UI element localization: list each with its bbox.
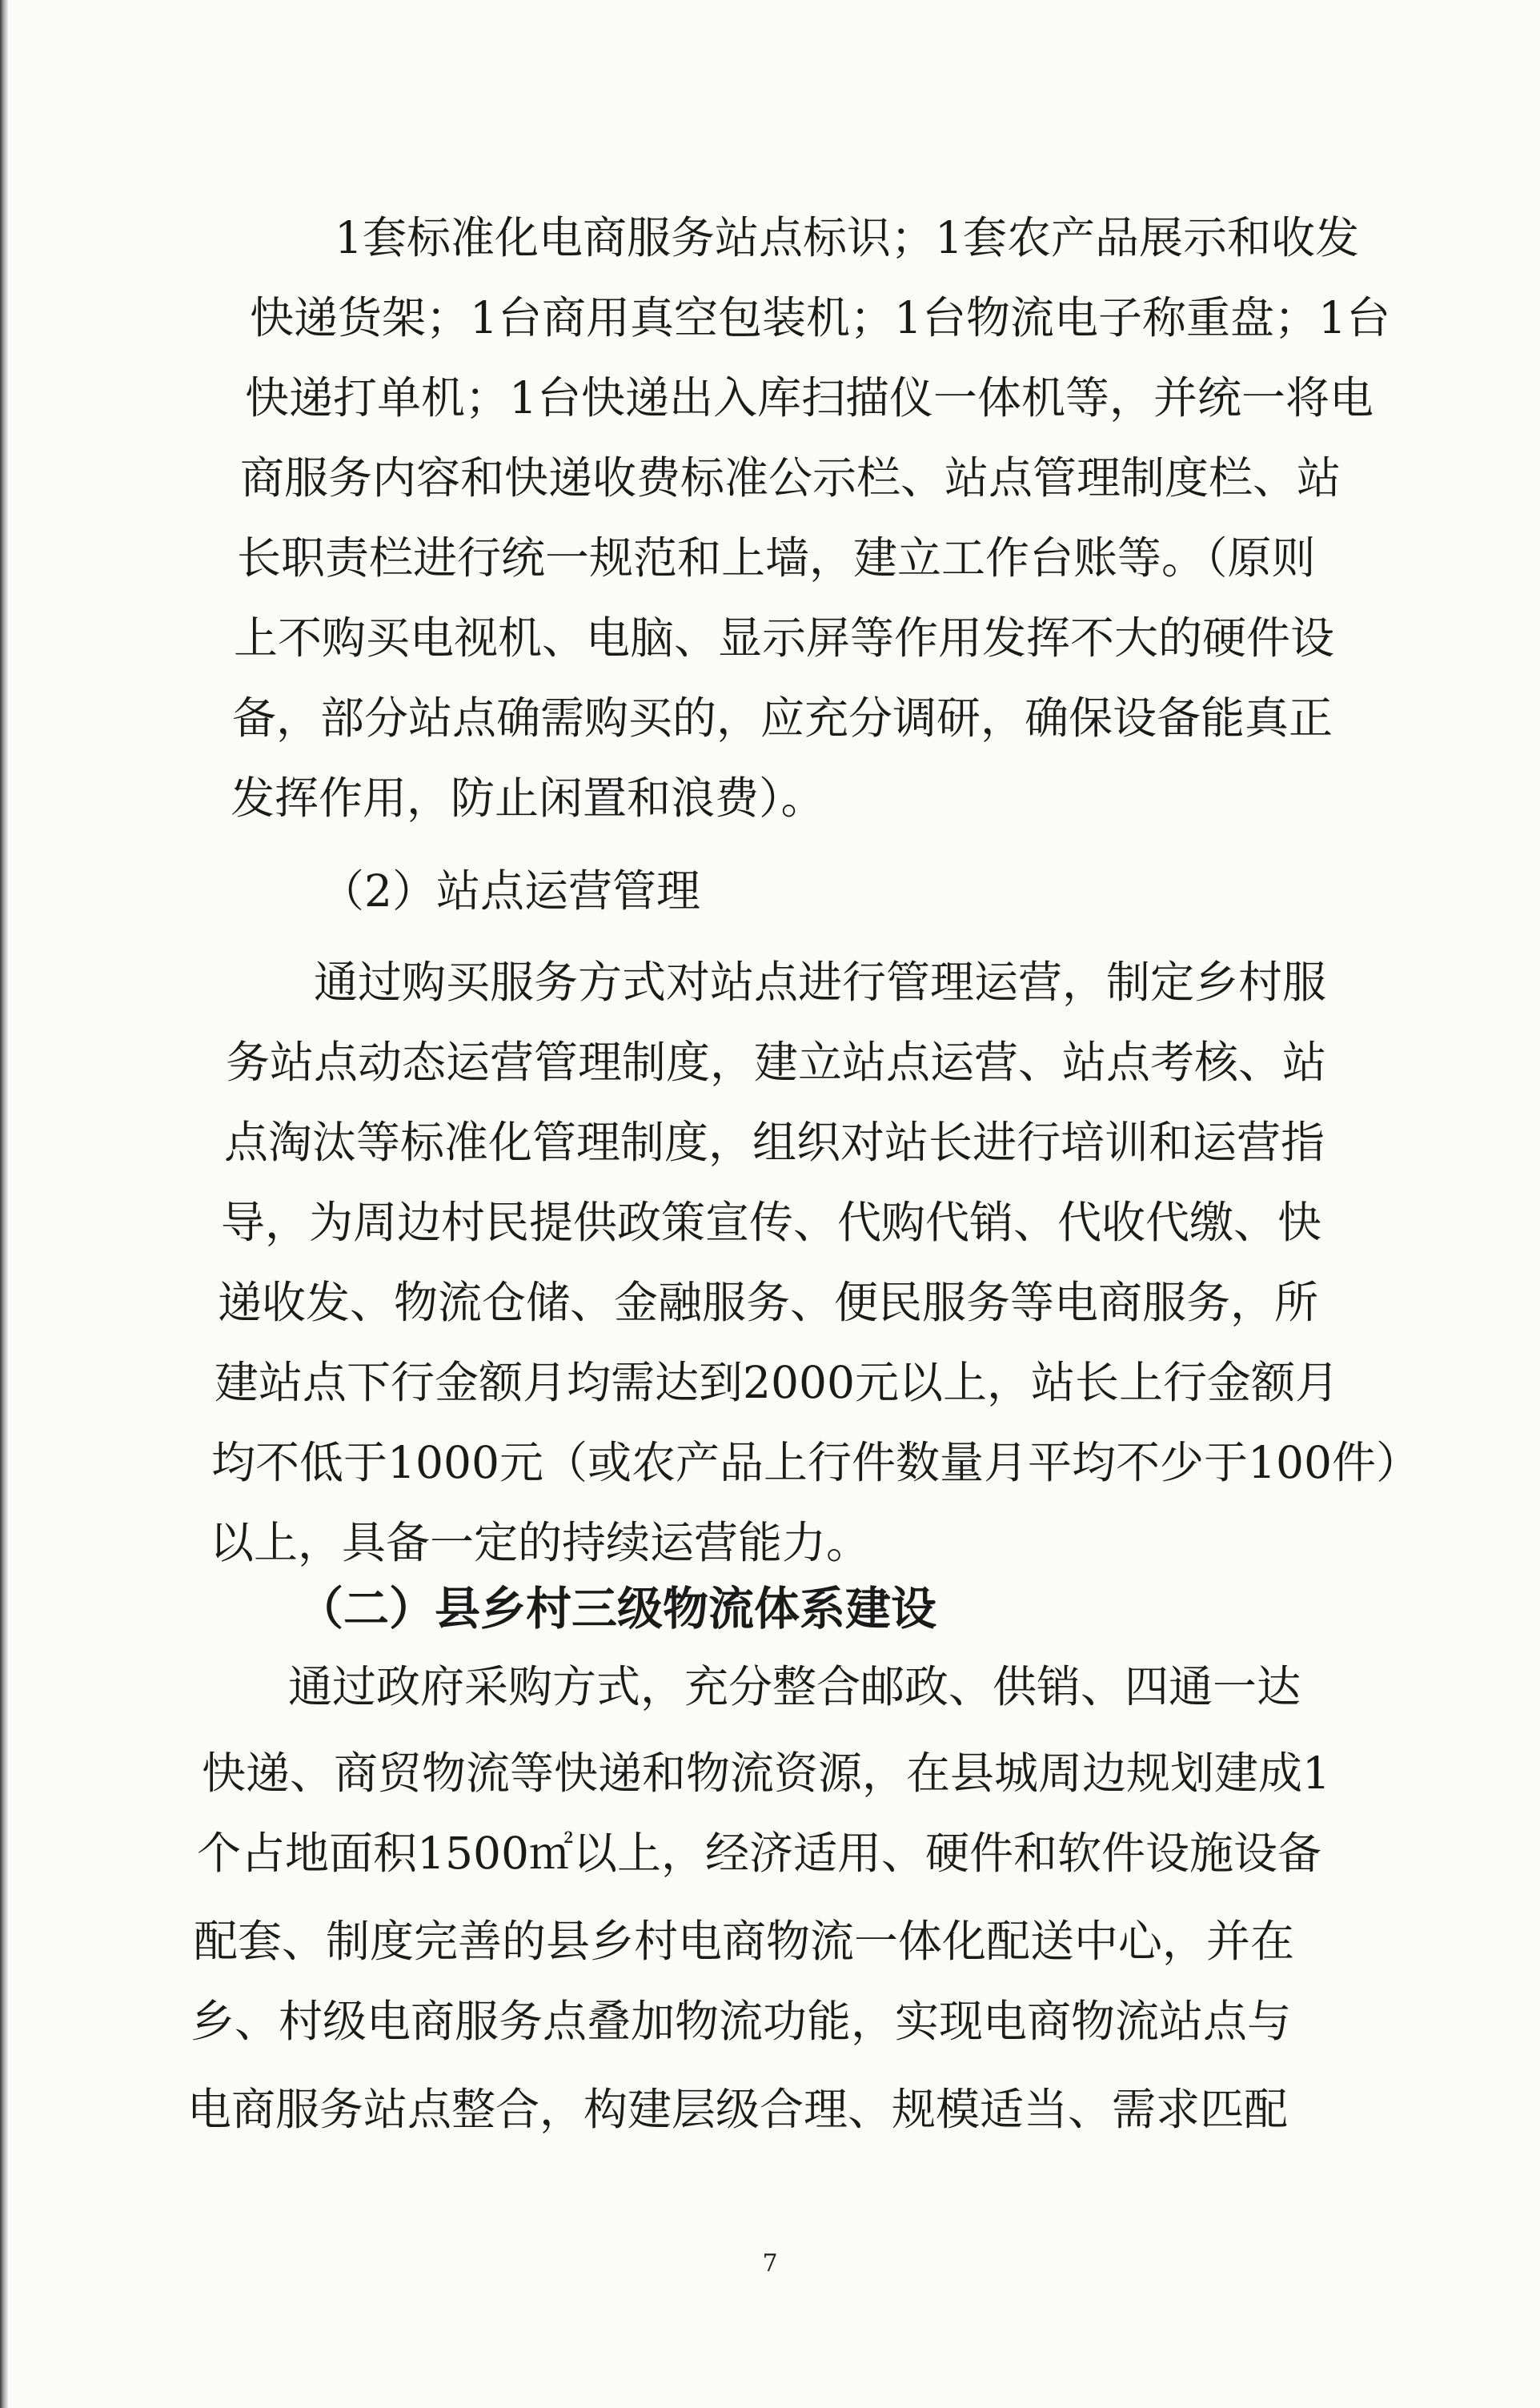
paragraph-equipment-line: 长职责栏进行统一规范和上墙，建立工作台账等。（原则 <box>237 532 1316 584</box>
paragraph-logistics-line: 通过政府采购方式，充分整合邮政、供销、四通一达 <box>288 1661 1301 1712</box>
paragraph-logistics-line: 个占地面积1500㎡以上，经济适用、硬件和软件设施设备 <box>197 1828 1321 1879</box>
paragraph-equipment-line: 备，部分站点确需购买的，应充分调研，确保设备能真正 <box>232 692 1333 744</box>
subheading-site-operations: （2）站点运营管理 <box>320 865 700 917</box>
paragraph-site-ops-line: 递收发、物流仓储、金融服务、便民服务等电商服务，所 <box>218 1277 1319 1328</box>
paragraph-equipment-line: 1套标准化电商服务站点标识；1套农产品展示和收发 <box>335 212 1359 263</box>
paragraph-equipment-line: 快递货架；1台商用真空包装机；1台物流电子称重盘；1台 <box>250 292 1390 343</box>
paragraph-site-ops-line: 点淘汰等标准化管理制度，组织对站长进行培训和运营指 <box>224 1117 1325 1168</box>
paragraph-site-ops-line: 通过购买服务方式对站点进行管理运营，制定乡村服 <box>314 957 1327 1008</box>
paragraph-site-ops-line: 导，为周边村民提供政策宣传、代购代销、代收代缴、快 <box>221 1197 1322 1248</box>
paragraph-logistics-line: 快递、商贸物流等快递和物流资源，在县城周边规划建成1 <box>202 1748 1330 1799</box>
section-heading-logistics: （二）县乡村三级物流体系建设 <box>298 1583 936 1635</box>
paragraph-equipment-line: 快递打单机；1台快递出入库扫描仪一体机等，并统一将电 <box>245 372 1374 423</box>
paragraph-site-ops-line: 务站点动态运营管理制度，建立站点运营、站点考核、站 <box>226 1037 1327 1088</box>
paragraph-site-ops-line: 均不低于1000元（或农产品上行件数量月平均不少于100件） <box>211 1437 1420 1488</box>
paragraph-equipment-line: 商服务内容和快递收费标准公示栏、站点管理制度栏、站 <box>240 452 1341 504</box>
paragraph-logistics-line: 配套、制度完善的县乡村电商物流一体化配送中心，并在 <box>194 1916 1295 1967</box>
page-number: 7 <box>762 2249 778 2278</box>
scan-edge-shadow <box>0 0 8 2408</box>
paragraph-site-ops-line: 建站点下行金额月均需达到2000元以上，站长上行金额月 <box>215 1357 1339 1408</box>
paragraph-logistics-line: 电商服务站点整合，构建层级合理、规模适当、需求匹配 <box>187 2084 1289 2135</box>
paragraph-logistics-line: 乡、村级电商服务点叠加物流功能，实现电商物流站点与 <box>190 1996 1292 2047</box>
paragraph-site-ops-line: 以上，具备一定的持续运营能力。 <box>210 1517 871 1568</box>
paragraph-equipment-line: 上不购买电视机、电脑、显示屏等作用发挥不大的硬件设 <box>234 612 1335 664</box>
paragraph-equipment-line: 发挥作用，防止闲置和浪费）。 <box>231 773 825 824</box>
